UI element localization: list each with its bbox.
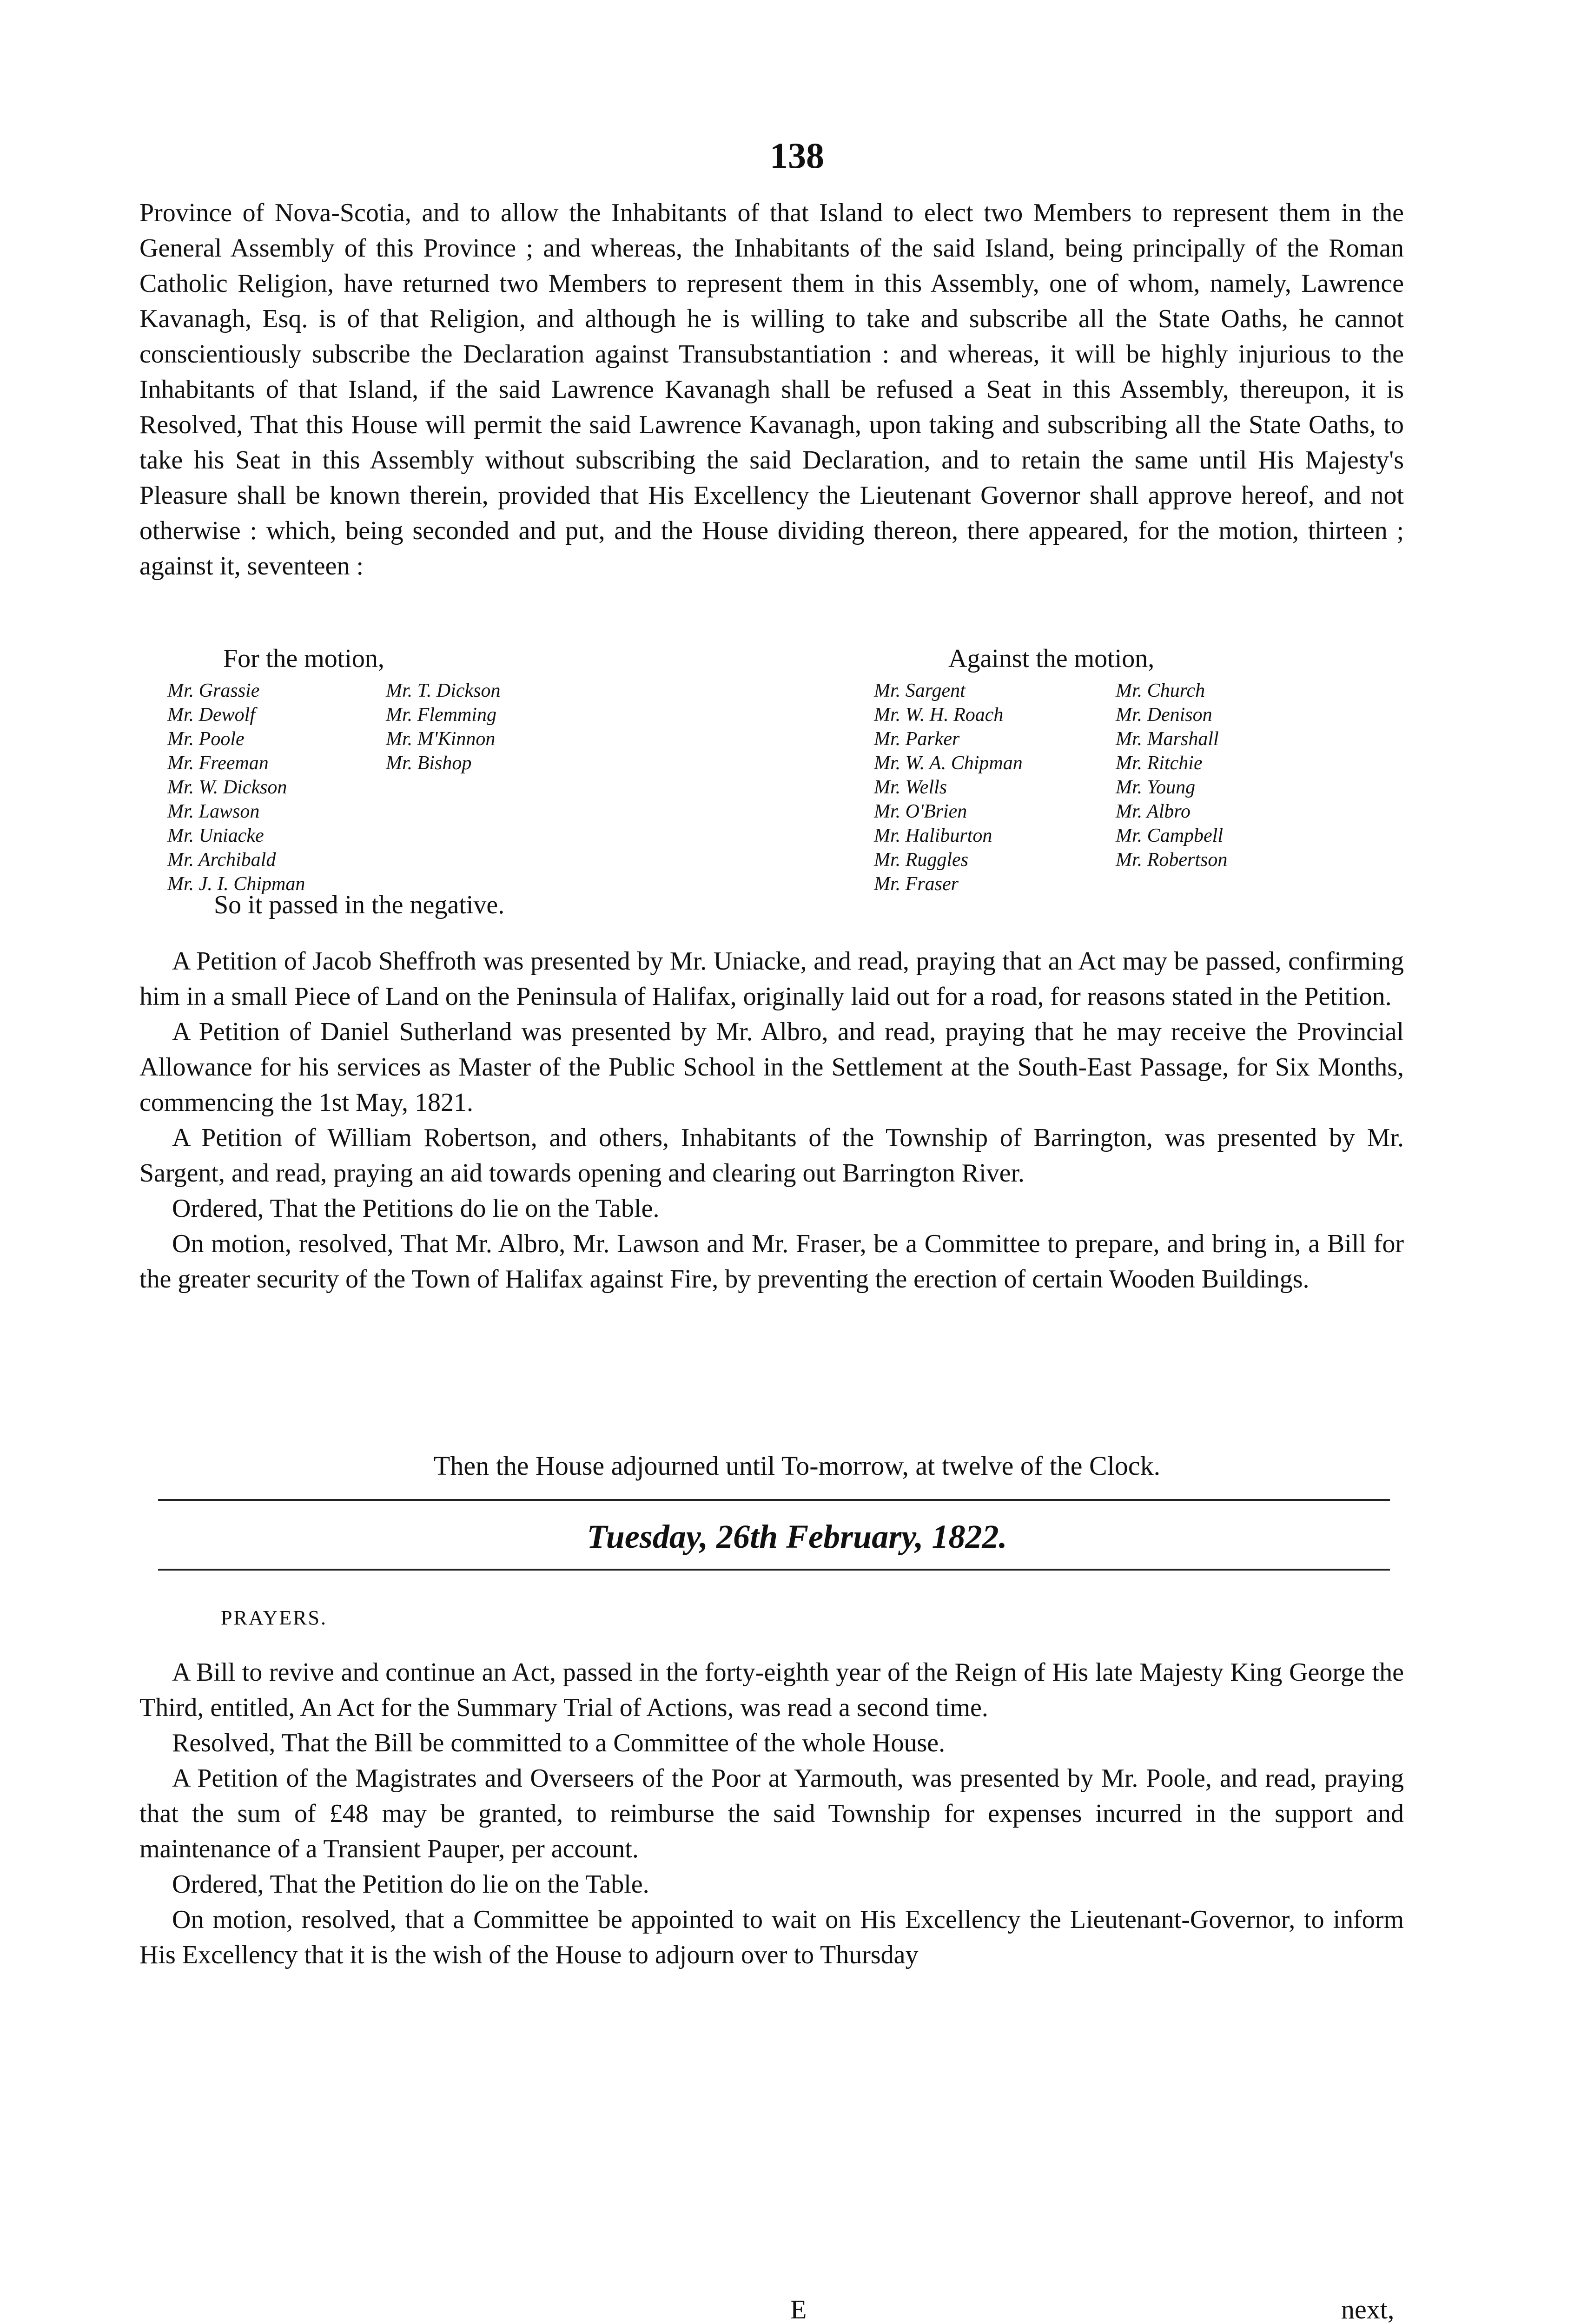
adjournment-line: Then the House adjourned until To-morrow, at twelve of the Clock. [433,1451,1161,1481]
member-name: Mr. Parker [874,728,960,750]
petitions-section [139,944,1404,1297]
member-name: Mr. Young [1116,777,1196,798]
member-name: Mr. Wells [874,777,947,798]
member-name: Mr. Dewolf [167,704,255,726]
member-name: Mr. Haliburton [874,825,992,846]
member-name: Mr. Grassie [167,680,260,701]
member-name: Mr. Ritchie [1116,753,1203,774]
member-name: Mr. Robertson [1116,849,1228,871]
member-name: Mr. Denison [1116,704,1212,726]
resolution-text: Province of Nova-Scotia, and to allow the Inhabitants of that Island to elect two Members to represent them in the General Assembly of this Province ; and whereas, the Inhabitants of the said Island, being principally of the Roman Catholic Religion, have returned two Members to represent them in this Assembly, one of whom, namely, Lawrence Kavanagh, Esq. is of that Religion, and although he is willing to take and subscribe all the State Oaths, he cannot conscientiously subscribe the Declaration against Transubstantiation : and whereas, it will be highly injurious to the Inhabitants of that Island, if the said Lawrence Kavanagh shall be refused a Seat in this Assembly, thereupon, it is Resolved, That this House will permit the said Lawrence Kavanagh, upon taking and subscribing all the State Oaths, to take his Seat in this Assembly without subscribing the said Declaration, and to retain the same until His Majesty's Pleasure shall be known therein, provided that His Excellency the Lieutenant Governor shall approve hereof, and not otherwise : which, being seconded and put, and the House dividing thereon, there appeared, for the motion, thirteen ; against it, seventeen : [139,198,1404,581]
member-name: Mr. T. Dickson [386,680,501,701]
member-name: Mr. Uniacke [167,825,264,846]
for-heading: For the motion, [223,644,384,673]
member-name: Mr. Albro [1116,801,1191,822]
member-name: Mr. Bishop [386,753,472,774]
member-name: Mr. M'Kinnon [386,728,496,750]
member-name: Mr. Church [1116,680,1205,701]
member-name: Mr. W. H. Roach [874,704,1004,726]
for-column-2 [386,679,501,775]
against-column-2 [1116,679,1227,872]
member-name: Mr. Fraser [874,873,959,895]
petition-paragraph: A Petition of Jacob Sheffroth was presented by Mr. Uniacke, and read, praying that an Act may be passed, confirming him in a small Piece of Land on the Peninsula of Halifax, originally laid out for a road, for reasons stated in the Petition. [139,947,1404,1011]
against-heading: Against the motion, [948,644,1155,673]
member-name: Mr. Sargent [874,680,966,701]
prayers-heading: PRAYERS. [221,1606,328,1629]
division-list [167,644,1413,895]
member-name: Mr. Freeman [167,753,269,774]
section-rule-bottom [158,1569,1390,1571]
member-name: Mr. W. A. Chipman [874,753,1023,774]
member-name: Mr. Marshall [1116,728,1219,750]
order-paragraph: Ordered, That the Petitions do lie on the Table. [172,1194,660,1223]
signature-mark: E [790,2294,807,2324]
motion-paragraph: On motion, resolved, that a Committee be appointed to wait on His Excellency the Lieutenant-Governor, to inform His Excellency that it is the wish of the House to adjourn over to Thursday [139,1905,1404,1969]
petition-paragraph: A Petition of William Robertson, and others, Inhabitants of the Township of Barrington, was presented by Mr. Sargent, and read, praying an aid towards opening and clearing out Barrington River. [139,1123,1404,1188]
against-column-1 [874,679,1023,896]
petition-paragraph: A Petition of the Magistrates and Overseers of the Poor at Yarmouth, was presented by Mr. Poole, and read, praying that the sum of £48 may be granted, to reimburse the said Township for expenses incurred in the support and maintenance of a Transient Pauper, per account. [139,1764,1404,1863]
bill-paragraph: A Bill to revive and continue an Act, passed in the forty-eighth year of the Reign of His late Majesty King George the Third, entitled, An Act for the Summary Trial of Actions, was read a second time. [139,1658,1404,1722]
resolved-paragraph: Resolved, That the Bill be committed to a Committee of the whole House. [172,1729,946,1757]
motion-paragraph: On motion, resolved, That Mr. Albro, Mr. Lawson and Mr. Fraser, be a Committee to prepare, and bring in, a Bill for the greater security of the Town of Halifax against Fire, by preventing the erection of certain Wooden Buildings. [139,1229,1404,1294]
order-paragraph: Ordered, That the Petition do lie on the Table. [172,1870,649,1899]
intro-paragraph [139,195,1404,584]
member-name: Mr. O'Brien [874,801,967,822]
page-number: 138 [770,135,824,176]
section-rule-top [158,1499,1390,1501]
member-name: Mr. Ruggles [874,849,968,871]
session-section [139,1655,1404,1973]
member-name: Mr. Flemming [386,704,496,726]
catchword: next, [1341,2294,1395,2324]
member-name: Mr. Lawson [167,801,260,822]
member-name: Mr. W. Dickson [167,777,287,798]
division-result: So it passed in the negative. [214,891,505,919]
member-name: Mr. Campbell [1116,825,1223,846]
petition-paragraph: A Petition of Daniel Sutherland was presented by Mr. Albro, and read, praying that he may receive the Provincial Allowance for his services as Master of the Public School in the Settlement at the South-East Passage, for Six Months, commencing the 1st May, 1821. [139,1017,1404,1117]
session-date-heading: Tuesday, 26th February, 1822. [587,1518,1007,1555]
member-name: Mr. J. I. Chipman [167,873,305,895]
for-column-1 [167,679,305,896]
member-name: Mr. Poole [167,728,245,750]
member-name: Mr. Archibald [167,849,276,871]
